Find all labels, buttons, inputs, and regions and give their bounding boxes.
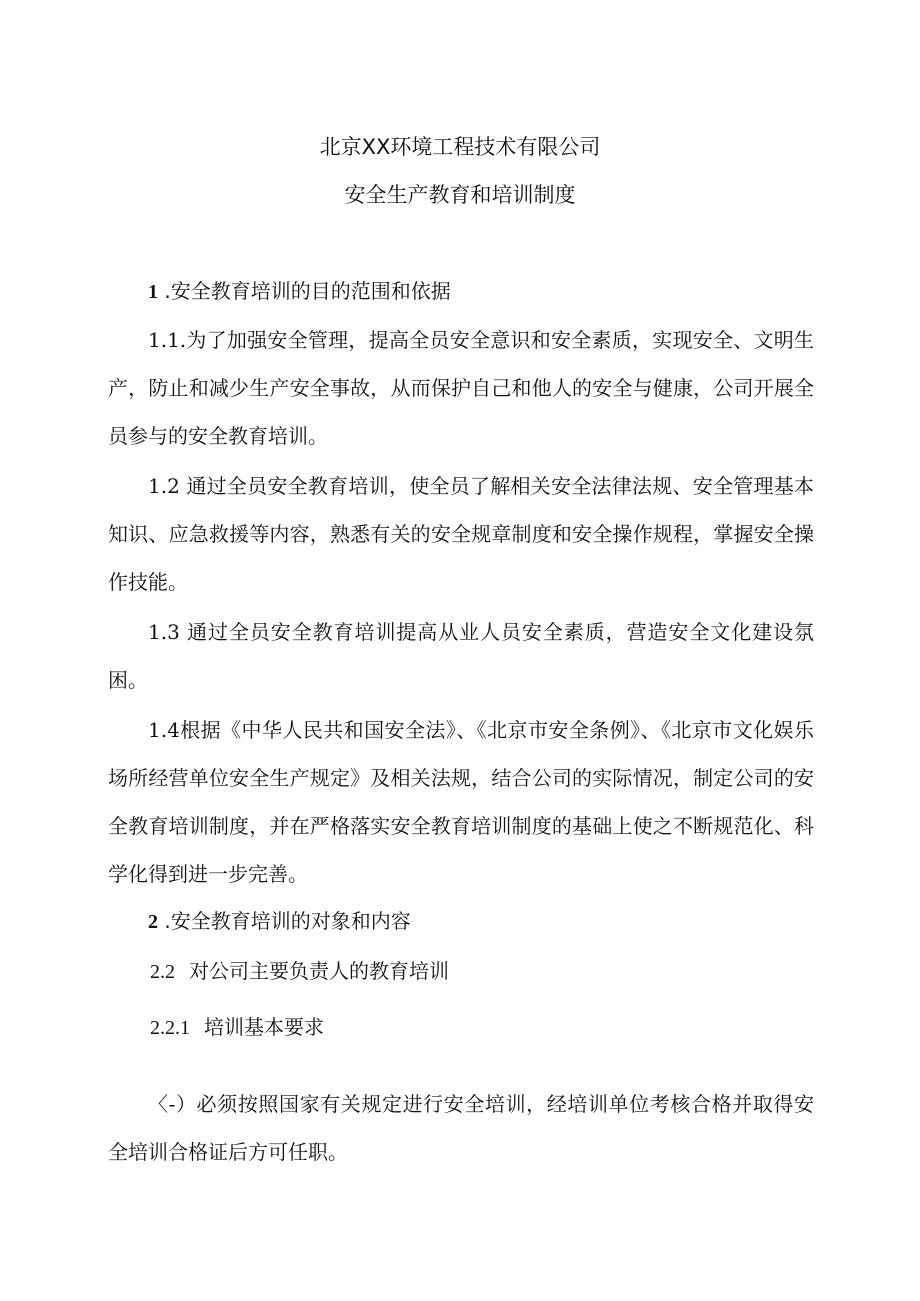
subsection-2-2-text: 对公司主要负责人的教育培训 [189,959,449,983]
paragraph-1-3: 1.3 通过全员安全教育培训提高从业人员安全素质，营造安全文化建设氛困。 [108,620,814,692]
paragraph-1-2: 1.2 通过全员安全教育培训，使全员了解相关安全法律法规、安全管理基本知识、应急救援等内容，熟悉有关的安全规章制度和安全操作规程，掌握安全操作技能。 [108,474,814,594]
requirement-item-1: 〈-）必须按照国家有关规定进行安全培训，经培训单位考核合格并取得安全培训合格证后方可任职。 [108,1092,814,1164]
document-title: 安全生产教育和培训制度 [344,183,576,207]
section-2-heading [148,906,411,937]
paragraph-1-1: 1.1.为了加强安全管理，提高全员安全意识和安全素质，实现安全、文明生产，防止和减少生产安全事故，从而保护自己和他人的安全与健康，公司开展全员参与的安全教育培训。 [108,328,814,448]
section-1-heading [148,276,451,307]
subsection-2-2 [150,956,449,987]
paragraph-1-4: 1.4根据《中华人民共和国安全法》、《北京市安全条例》、《北京市文化娱乐场所经营单位安全生产规定》及相关法规，结合公司的实际情况，制定公司的安全教育培训制度，并在严格落实安全教育培训制度的基础上使之不断规范化、科学化得到进一步完善。 [108,718,814,886]
section-1-number: 1 [148,281,158,303]
section-1-heading-text: .安全教育培训的目的范围和依据 [164,279,451,303]
section-2-number: 2 [148,911,158,933]
subsection-2-2-1-number: 2.2.1 [150,1017,190,1039]
subsection-2-2-number: 2.2 [150,961,175,983]
company-title: 北京XX环境工程技术有限公司 [319,135,601,159]
section-2-heading-text: .安全教育培训的对象和内容 [164,909,411,933]
subsection-2-2-1-text: 培训基本要求 [204,1015,324,1039]
subsection-2-2-1 [150,1012,324,1043]
